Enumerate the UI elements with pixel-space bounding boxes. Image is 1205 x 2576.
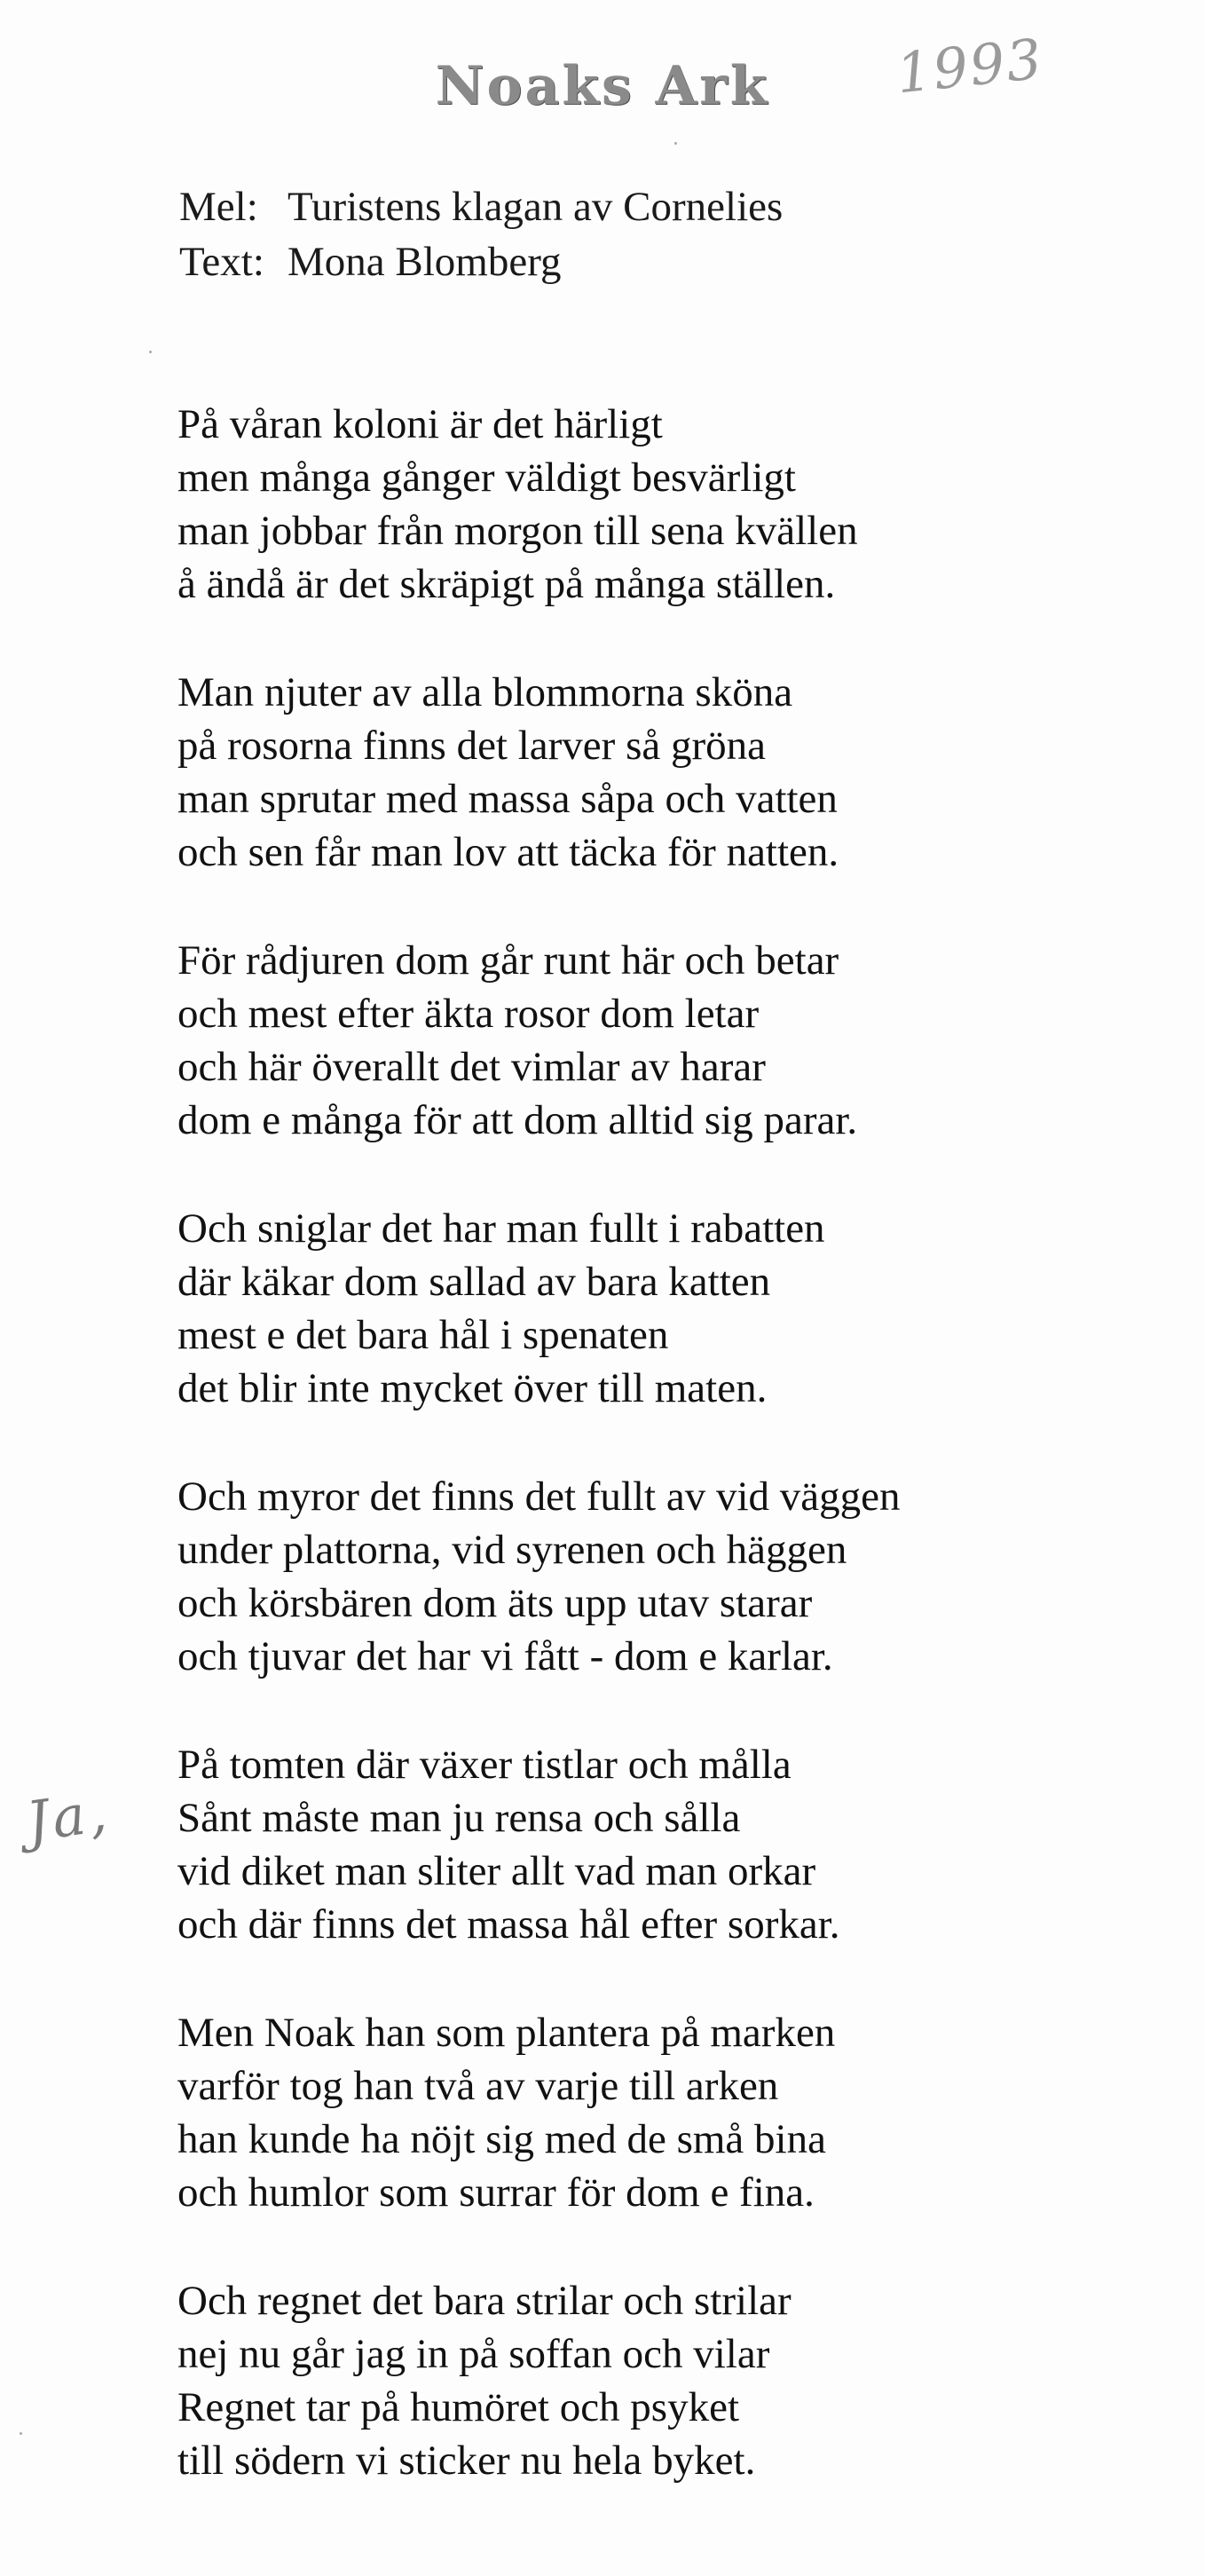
lyric-line: Regnet tar på humöret och psyket — [177, 2384, 740, 2430]
text-label: Text: — [179, 239, 264, 285]
song-title: Noaks Ark — [435, 55, 770, 117]
lyric-line: Och myror det finns det fullt av vid väggen — [177, 1474, 901, 1520]
lyric-line: nej nu går jag in på soffan och vilar — [177, 2331, 770, 2377]
stanza-8 — [177, 2274, 1171, 2487]
lyric-line: För rådjuren dom går runt här och betar — [177, 937, 839, 984]
lyric-line: och tjuvar det har vi fått - dom e karlar. — [177, 1633, 833, 1679]
stanza-3 — [177, 934, 1171, 1147]
melody-value: Turistens klagan av Cornelies — [287, 184, 784, 230]
handwritten-year-annotation: 1993 — [893, 26, 1047, 107]
lyric-line: på rosorna finns det larver så gröna — [177, 723, 766, 769]
lyric-line: varför tog han två av varje till arken — [177, 2063, 779, 2109]
scan-speck — [149, 351, 152, 353]
lyric-line: och mest efter äkta rosor dom letar — [177, 991, 760, 1037]
stanza-5 — [177, 1470, 1171, 1683]
lyric-line: Och sniglar det har man fullt i rabatten — [177, 1205, 825, 1252]
lyrics — [177, 398, 1171, 2542]
lyric-line: och där finns det massa hål efter sorkar. — [177, 1901, 840, 1948]
lyric-line: till södern vi sticker nu hela byket. — [177, 2438, 756, 2484]
melody-label: Mel: — [179, 184, 258, 230]
lyric-line: vid diket man sliter allt vad man orkar — [177, 1848, 816, 1894]
lyric-line: mest e det bara hål i spenaten — [177, 1312, 669, 1358]
lyric-line: under plattorna, vid syrenen och häggen — [177, 1527, 847, 1573]
stanza-6 — [177, 1738, 1171, 1951]
stanza-2 — [177, 666, 1171, 879]
lyric-line: å ändå är det skräpigt på många ställen. — [177, 561, 836, 607]
stanza-1 — [177, 398, 1171, 611]
lyric-line: det blir inte mycket över till maten. — [177, 1365, 768, 1411]
lyric-line: men många gånger väldigt besvärligt — [177, 454, 796, 501]
lyric-line: Och regnet det bara strilar och strilar — [177, 2278, 792, 2324]
lyric-line: man jobbar från morgon till sena kvällen — [177, 508, 858, 554]
lyric-line: man sprutar med massa såpa och vatten — [177, 776, 838, 822]
handwritten-margin-annotation: Ja, — [22, 1778, 114, 1855]
stanza-7 — [177, 2006, 1171, 2219]
lyric-line: Sånt måste man ju rensa och sålla — [177, 1795, 741, 1841]
text-credit — [179, 234, 783, 289]
scan-speck — [20, 2432, 22, 2435]
lyric-line: På våran koloni är det härligt — [177, 401, 663, 447]
lyric-line: och humlor som surrar för dom e fina. — [177, 2169, 815, 2216]
lyric-line: dom e många för att dom alltid sig parar. — [177, 1097, 858, 1143]
lyric-line: där käkar dom sallad av bara katten — [177, 1259, 771, 1305]
lyric-line: Man njuter av alla blommorna sköna — [177, 669, 793, 715]
lyric-line: Men Noak han som plantera på marken — [177, 2010, 836, 2056]
stanza-4 — [177, 1202, 1171, 1415]
melody-credit — [179, 179, 783, 234]
scan-speck — [674, 142, 677, 145]
lyric-line: På tomten där växer tistlar och målla — [177, 1742, 792, 1788]
lyric-line: och körsbären dom äts upp utav starar — [177, 1580, 813, 1626]
song-credits — [179, 179, 783, 289]
text-value: Mona Blomberg — [287, 239, 562, 285]
lyric-line: han kunde ha nöjt sig med de små bina — [177, 2116, 826, 2162]
lyric-line: och sen får man lov att täcka för natten. — [177, 829, 839, 875]
lyric-line: och här överallt det vimlar av harar — [177, 1044, 766, 1090]
